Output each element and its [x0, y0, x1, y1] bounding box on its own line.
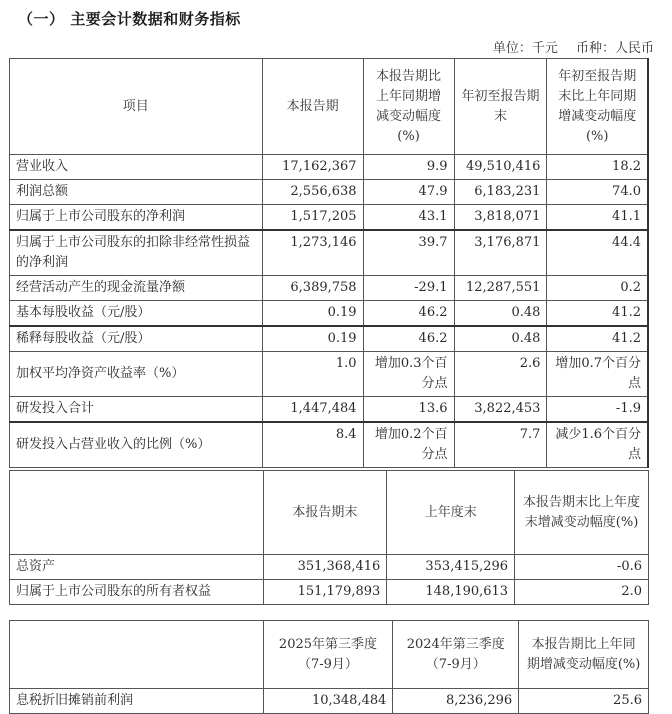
cell-current: 1.0 — [262, 352, 363, 397]
main-indicators-table — [9, 58, 649, 468]
quarterly-table — [9, 620, 649, 714]
cell-yoy: 47.9 — [363, 180, 454, 205]
cell-prior-year-end: 148,190,613 — [387, 580, 515, 605]
cell-current: 1,517,205 — [262, 205, 363, 231]
row-label: 归属于上市公司股东的所有者权益 — [10, 580, 264, 605]
header-change: 本报告期末比上年度末增减变动幅度(%) — [515, 471, 649, 555]
cell-yoy: 46.2 — [363, 326, 454, 352]
cell-current: 1,273,146 — [262, 230, 363, 276]
cell-ytd-yoy: 41.2 — [547, 301, 648, 327]
cell-yoy: 46.2 — [363, 301, 454, 327]
table-row — [10, 180, 649, 205]
cell-ytd: 0.48 — [454, 326, 547, 352]
row-label: 研发投入合计 — [10, 397, 263, 423]
row-label: 经营活动产生的现金流量净额 — [10, 276, 263, 301]
table-row — [10, 205, 649, 231]
row-label: 研发投入占营业收入的比例（%） — [10, 422, 263, 468]
header-q3-2025: 2025年第三季度（7-9月） — [263, 621, 393, 689]
cell-yoy: -29.1 — [363, 276, 454, 301]
cell-current: 6,389,758 — [262, 276, 363, 301]
header-item: 项目 — [10, 59, 263, 155]
cell-ytd: 7.7 — [454, 422, 547, 468]
cell-ytd: 2.6 — [454, 352, 547, 397]
table-row — [10, 276, 649, 301]
cell-yoy: 9.9 — [363, 155, 454, 180]
cell-ytd-yoy: 41.1 — [547, 205, 648, 231]
section-title: （一） 主要会计数据和财务指标 — [18, 10, 241, 28]
row-label: 息税折旧摊销前利润 — [10, 689, 264, 714]
cell-ytd-yoy: 74.0 — [547, 180, 648, 205]
table-row — [10, 422, 649, 468]
cell-yoy: 13.6 — [363, 397, 454, 423]
cell-ytd: 3,176,871 — [454, 230, 547, 276]
cell-change: 2.0 — [515, 580, 649, 605]
row-label: 利润总额 — [10, 180, 263, 205]
cell-current: 17,162,367 — [262, 155, 363, 180]
header-prior-year-end: 上年度末 — [387, 471, 515, 555]
cell-ytd: 3,822,453 — [454, 397, 547, 423]
unit-line — [479, 37, 654, 56]
table-row — [10, 352, 649, 397]
cell-ytd: 6,183,231 — [454, 180, 547, 205]
table-row — [10, 230, 649, 276]
cell-current: 8.4 — [262, 422, 363, 468]
cell-ytd-yoy: 44.4 — [547, 230, 648, 276]
cell-ytd: 12,287,551 — [454, 276, 547, 301]
cell-yoy: 39.7 — [363, 230, 454, 276]
cell-current: 0.19 — [262, 326, 363, 352]
cell-q3-2024: 8,236,296 — [393, 689, 519, 714]
cell-ytd: 0.48 — [454, 301, 547, 327]
header-current: 本报告期 — [262, 59, 363, 155]
cell-ytd-yoy: 0.2 — [547, 276, 648, 301]
table-row — [10, 301, 649, 327]
table-row — [10, 580, 649, 605]
header-change: 本报告期比上年同期增减变动幅度(%) — [519, 621, 649, 689]
cell-yoy: 增加0.2个百分点 — [363, 422, 454, 468]
table-row — [10, 397, 649, 423]
table-row — [10, 555, 649, 580]
cell-change: 25.6 — [519, 689, 649, 714]
header-blank — [10, 471, 264, 555]
cell-ytd-yoy: 减少1.6个百分点 — [547, 422, 648, 468]
cell-ytd: 3,818,071 — [454, 205, 547, 231]
cell-current: 0.19 — [262, 301, 363, 327]
currency-label: 币种：人民币 — [575, 41, 654, 56]
row-label: 归属于上市公司股东的净利润 — [10, 205, 263, 231]
cell-ytd-yoy: 18.2 — [547, 155, 648, 180]
header-yoy: 本报告期比上年同期增减变动幅度(%) — [363, 59, 454, 155]
row-label: 归属于上市公司股东的扣除非经常性损益的净利润 — [10, 230, 263, 276]
row-label: 基本每股收益（元/股） — [10, 301, 263, 327]
cell-yoy: 43.1 — [363, 205, 454, 231]
cell-ytd-yoy: -1.9 — [547, 397, 648, 423]
header-blank — [10, 621, 264, 689]
cell-ytd: 49,510,416 — [454, 155, 547, 180]
table-row — [10, 155, 649, 180]
cell-current: 1,447,484 — [262, 397, 363, 423]
cell-yoy: 增加0.3个百分点 — [363, 352, 454, 397]
header-ytd-yoy: 年初至报告期末比上年同期增减变动幅度(%) — [547, 59, 648, 155]
row-label: 加权平均净资产收益率（%） — [10, 352, 263, 397]
balance-table — [9, 470, 649, 605]
header-ytd: 年初至报告期末 — [454, 59, 547, 155]
header-current-end: 本报告期末 — [263, 471, 387, 555]
row-label: 稀释每股收益（元/股） — [10, 326, 263, 352]
cell-change: -0.6 — [515, 555, 649, 580]
cell-ytd-yoy: 41.2 — [547, 326, 648, 352]
unit-label: 单位：千元 — [492, 41, 558, 56]
cell-q3-2025: 10,348,484 — [263, 689, 393, 714]
cell-current-end: 351,368,416 — [263, 555, 387, 580]
cell-current: 2,556,638 — [262, 180, 363, 205]
row-label: 总资产 — [10, 555, 264, 580]
cell-current-end: 151,179,893 — [263, 580, 387, 605]
header-q3-2024: 2024年第三季度（7-9月） — [393, 621, 519, 689]
cell-ytd-yoy: 增加0.7个百分点 — [547, 352, 648, 397]
table-row — [10, 689, 649, 714]
row-label: 营业收入 — [10, 155, 263, 180]
table-row — [10, 326, 649, 352]
cell-prior-year-end: 353,415,296 — [387, 555, 515, 580]
